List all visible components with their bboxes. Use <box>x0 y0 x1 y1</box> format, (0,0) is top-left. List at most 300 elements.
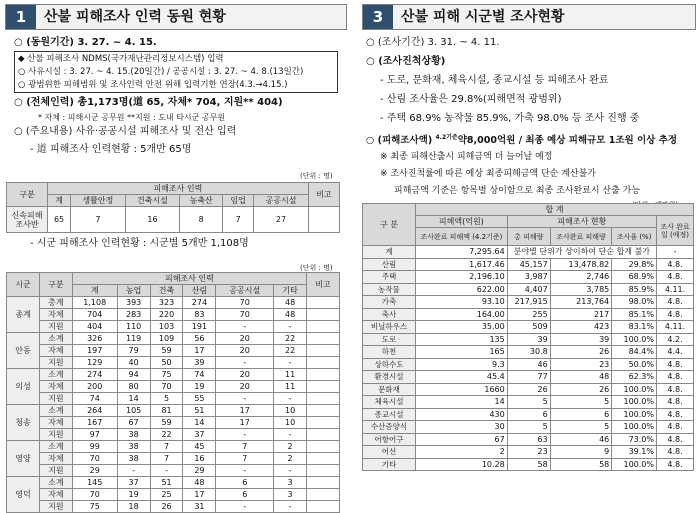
t3-cell: 622.00 <box>416 283 508 296</box>
t2-cell: 48 <box>183 477 216 489</box>
t3-cell: 4.8. <box>657 258 694 271</box>
t3-cell: 9.3 <box>416 358 508 371</box>
t3-cell: 62.3% <box>612 371 657 384</box>
t3-cell: 4.4. <box>657 346 694 359</box>
t2-cell: 19 <box>117 489 150 501</box>
right-section-header <box>362 4 696 30</box>
table-row <box>7 453 340 465</box>
t3-cell: 4.8. <box>657 421 694 434</box>
t2-cell: 6 <box>216 489 274 501</box>
damage-amount-label: ○ (피해조사액) <box>366 135 433 147</box>
t2-cell: 3 <box>274 489 307 501</box>
t3-cell: 100.0% <box>612 408 657 421</box>
t2-cell: 1,108 <box>72 297 117 309</box>
t3-cell: 26 <box>550 383 612 396</box>
t3-cell: 77 <box>507 371 550 384</box>
t3-cell: 35.00 <box>416 321 508 334</box>
t2-cell: 99 <box>72 441 117 453</box>
t2-header-note: 비고 <box>307 273 340 297</box>
table-row <box>7 441 340 453</box>
table-row <box>363 421 694 434</box>
t3-cell: 4.8. <box>657 358 694 371</box>
table-row <box>363 271 694 284</box>
t3-cell: 164.00 <box>416 308 508 321</box>
t2-note-cell <box>307 381 340 393</box>
ndms-info-box <box>14 51 338 93</box>
t2-cell: 40 <box>117 357 150 369</box>
t3-cell: 98.0% <box>612 296 657 309</box>
t2-cell: 7 <box>216 441 274 453</box>
note-2: ※ 조사진척률에 따른 예상 최종피해금액 단순 계산불가 <box>380 169 596 179</box>
table-row <box>7 465 340 477</box>
t1-col: 계 <box>48 195 71 207</box>
table-row <box>363 433 694 446</box>
t3-row-label: 비닐하우스 <box>363 321 416 334</box>
t2-cell: 80 <box>117 381 150 393</box>
table-row <box>7 381 340 393</box>
t2-cell: 200 <box>72 381 117 393</box>
left-section-number: 1 <box>6 5 36 29</box>
t2-cell: 3 <box>274 477 307 489</box>
t2-cell: - <box>274 465 307 477</box>
table-row <box>7 417 340 429</box>
t1-header-note: 비고 <box>308 183 339 207</box>
t2-cell: 48 <box>274 297 307 309</box>
t3-cell: 39 <box>507 333 550 346</box>
t3-cell: 217,915 <box>507 296 550 309</box>
t2-note-cell <box>307 453 340 465</box>
t2-type: 소계 <box>39 441 72 453</box>
t3-cell: 2,196.10 <box>416 271 508 284</box>
t3-cell: 26 <box>550 346 612 359</box>
t3-cell: 100.0% <box>612 383 657 396</box>
t3-cell: 48 <box>550 371 612 384</box>
t2-cell: 10 <box>274 417 307 429</box>
t2-note-cell <box>307 441 340 453</box>
t3-row-label: 상하수도 <box>363 358 416 371</box>
t3-row-label: 수산증양식 <box>363 421 416 434</box>
t2-cell: 18 <box>117 501 150 513</box>
t3-cell: 63 <box>507 433 550 446</box>
t2-note-cell <box>307 309 340 321</box>
t1-row-label: 신속피해조사반 <box>7 207 48 233</box>
table-row <box>7 369 340 381</box>
t2-col: 산림 <box>183 285 216 297</box>
left-section-title: 산불 피해조사 인력 동원 현황 <box>44 9 226 25</box>
table-row <box>7 345 340 357</box>
t2-cell: 94 <box>117 369 150 381</box>
t2-note-cell <box>307 297 340 309</box>
t2-note-cell <box>307 345 340 357</box>
t2-cell: 26 <box>150 501 183 513</box>
progress-line-1: - 도로, 문화재, 체육시설, 종교시설 등 피해조사 완료 <box>380 75 609 86</box>
t2-cell: 5 <box>150 393 183 405</box>
t2-note-cell <box>307 501 340 513</box>
t2-cell: 51 <box>183 405 216 417</box>
t3-cell: 5 <box>550 396 612 409</box>
t3-cell: 26 <box>507 383 550 396</box>
table-row <box>363 408 694 421</box>
t2-cell: 37 <box>117 477 150 489</box>
t2-sigun: 종계 <box>7 297 40 333</box>
t3-row-label: 도로 <box>363 333 416 346</box>
county-personnel-table <box>6 272 340 513</box>
table-row <box>363 358 694 371</box>
t2-type: 소계 <box>39 369 72 381</box>
t2-cell: - <box>150 465 183 477</box>
t2-cell: 25 <box>150 489 183 501</box>
t3-cell: 100.0% <box>612 421 657 434</box>
t3-row-label: 어항어구 <box>363 433 416 446</box>
t2-cell: 10 <box>274 405 307 417</box>
t3-cell: 100.0% <box>612 396 657 409</box>
t2-cell: 109 <box>150 333 183 345</box>
t2-cell: 7 <box>150 453 183 465</box>
t3-cell: 165 <box>416 346 508 359</box>
t3-cell: 430 <box>416 408 508 421</box>
t2-cell: 38 <box>117 453 150 465</box>
t2-cell: 704 <box>72 309 117 321</box>
t2-cell: 70 <box>216 297 274 309</box>
t3-sub: 조사율 (%) <box>612 228 657 246</box>
t3-cell: 509 <box>507 321 550 334</box>
t3-cell: 5 <box>507 396 550 409</box>
t2-col: 기타 <box>274 285 307 297</box>
t2-note-cell <box>307 489 340 501</box>
table1-unit: (단위 : 명) <box>300 172 333 180</box>
t2-cell: 404 <box>72 321 117 333</box>
table-row <box>7 321 340 333</box>
survey-progress: ○ (조사진척상황) <box>366 56 446 67</box>
t2-cell: 14 <box>117 393 150 405</box>
t3-cell: 4.8. <box>657 383 694 396</box>
t2-cell: 17 <box>183 345 216 357</box>
t3-row-label: 기타 <box>363 458 416 471</box>
t2-cell: 31 <box>183 501 216 513</box>
t3-cell: 67 <box>416 433 508 446</box>
t2-cell: 48 <box>274 309 307 321</box>
t3-header-status: 피해조사 현황 <box>507 216 656 228</box>
t3-cell: 45,157 <box>507 258 550 271</box>
t2-cell: 67 <box>117 417 150 429</box>
table-row <box>7 297 340 309</box>
t2-cell: 274 <box>72 369 117 381</box>
table-row <box>363 246 694 259</box>
t2-cell: 74 <box>183 369 216 381</box>
t3-cell: 3,987 <box>507 271 550 284</box>
t3-cell: 46 <box>507 358 550 371</box>
t2-note-cell <box>307 369 340 381</box>
t2-cell: 45 <box>183 441 216 453</box>
t3-cell: 58 <box>550 458 612 471</box>
t2-type: 총계 <box>39 297 72 309</box>
t3-cell: 84.4% <box>612 346 657 359</box>
t2-cell: 59 <box>150 417 183 429</box>
t2-cell: - <box>216 357 274 369</box>
t3-cell: 100.0% <box>612 458 657 471</box>
t3-header-note: 조사 완료일 (예정) <box>657 216 694 246</box>
table-row <box>363 321 694 334</box>
t2-note-cell <box>307 429 340 441</box>
t3-cell: 4.8. <box>657 408 694 421</box>
t2-note-cell <box>307 477 340 489</box>
t3-cell: 4.8. <box>657 371 694 384</box>
t3-row-label: 가축 <box>363 296 416 309</box>
right-section-number: 3 <box>363 5 393 29</box>
t3-cell: 23 <box>550 358 612 371</box>
t2-note-cell <box>307 465 340 477</box>
t3-cell: 100.0% <box>612 333 657 346</box>
t3-cell: 255 <box>507 308 550 321</box>
t3-cell: 7,295.64 <box>416 246 508 259</box>
t2-cell: - <box>274 357 307 369</box>
table-row <box>363 296 694 309</box>
t2-note-cell <box>307 417 340 429</box>
t3-cell: 1,617.46 <box>416 258 508 271</box>
t2-type: 소계 <box>39 477 72 489</box>
total-personnel: ○ (전체인력) 총1,173명(道 65, 자체* 704, 지원** 404) <box>14 97 283 108</box>
t3-cell: 9 <box>550 446 612 459</box>
survey-period: ○ (조사기간) 3. 31. ~ 4. 11. <box>366 37 500 48</box>
province-personnel-table <box>6 182 340 233</box>
t2-cell: 393 <box>117 297 150 309</box>
t2-cell: 74 <box>72 393 117 405</box>
t2-cell: 51 <box>150 477 183 489</box>
t3-cell: 217 <box>550 308 612 321</box>
t3-cell: 45.4 <box>416 371 508 384</box>
t1-col: 공공시설 <box>254 195 309 207</box>
t3-cell: 6 <box>550 408 612 421</box>
damage-amount <box>366 132 677 147</box>
t2-cell: 17 <box>216 405 274 417</box>
t3-header-amount: 피해액(억원) <box>416 216 508 228</box>
t2-cell: 38 <box>117 429 150 441</box>
t2-cell: 29 <box>72 465 117 477</box>
t3-cell: 213,764 <box>550 296 612 309</box>
t3-cell: 4.2. <box>657 333 694 346</box>
t2-cell: 119 <box>117 333 150 345</box>
t3-row-label: 계 <box>363 246 416 259</box>
t3-sub: 조사완료 피해액 (4.2기준) <box>416 228 508 246</box>
t2-cell: - <box>274 393 307 405</box>
t3-cell: 23 <box>507 446 550 459</box>
t3-row-label: 문화재 <box>363 383 416 396</box>
t2-header-main: 피해조사 인력 <box>72 273 306 285</box>
t2-cell: 7 <box>150 441 183 453</box>
t2-cell: 11 <box>274 381 307 393</box>
t2-type: 자체 <box>39 453 72 465</box>
t1-cell: 65 <box>48 207 71 233</box>
t2-col: 건축 <box>150 285 183 297</box>
t3-header-group: 구 분 <box>363 204 416 246</box>
t2-cell: 70 <box>72 489 117 501</box>
t3-cell: - <box>657 246 694 259</box>
t1-cell: 27 <box>254 207 309 233</box>
t2-cell: 20 <box>216 345 274 357</box>
t2-type: 지원 <box>39 501 72 513</box>
table-row <box>7 393 340 405</box>
t2-cell: 55 <box>183 393 216 405</box>
t2-cell: 103 <box>150 321 183 333</box>
t2-cell: 167 <box>72 417 117 429</box>
t2-cell: 19 <box>183 381 216 393</box>
t2-type: 소계 <box>39 333 72 345</box>
t3-cell: 58 <box>507 458 550 471</box>
t2-cell: - <box>216 429 274 441</box>
table-row <box>363 333 694 346</box>
t2-cell: 283 <box>117 309 150 321</box>
t2-cell: 274 <box>183 297 216 309</box>
t3-cell: 4.11. <box>657 321 694 334</box>
t1-col: 건축시설 <box>125 195 180 207</box>
t3-cell: 5 <box>550 421 612 434</box>
box-line-1: ◆ 산불 피해조사 NDMS(국가재난관리정보시스템) 입력 <box>18 54 224 64</box>
t1-cell: 8 <box>180 207 223 233</box>
t3-sub: 조사완료 피해량 <box>550 228 612 246</box>
t2-cell: 37 <box>183 429 216 441</box>
t3-cell: 4.8. <box>657 458 694 471</box>
table-row <box>7 357 340 369</box>
t3-cell: 4.8. <box>657 396 694 409</box>
t3-row-label: 농작물 <box>363 283 416 296</box>
mobilization-period: ○ (동원기간) 3. 27. ~ 4. 15. <box>14 37 157 48</box>
t2-cell: 6 <box>216 477 274 489</box>
left-section-header <box>5 4 347 30</box>
t3-cell: 83.1% <box>612 321 657 334</box>
t2-cell: - <box>216 393 274 405</box>
t2-cell: 16 <box>183 453 216 465</box>
t3-cell: 4.8. <box>657 271 694 284</box>
t2-cell: 220 <box>150 309 183 321</box>
right-section-title: 산불 피해 시군별 조사현황 <box>401 9 565 25</box>
t3-cell: 2 <box>416 446 508 459</box>
t2-cell: 22 <box>150 429 183 441</box>
t2-col: 계 <box>72 285 117 297</box>
t2-cell: 59 <box>150 345 183 357</box>
t2-cell: 11 <box>274 369 307 381</box>
t3-cell: 10.28 <box>416 458 508 471</box>
total-personnel-note: * 자체 : 피해시군 공무원 **지원 : 도내 타시군 공무원 <box>38 113 226 122</box>
damage-survey-table <box>362 203 694 471</box>
t2-cell: - <box>216 321 274 333</box>
t2-sigun: 영양 <box>7 441 40 477</box>
table-row <box>363 308 694 321</box>
t2-note-cell <box>307 321 340 333</box>
t2-sigun: 안동 <box>7 333 40 369</box>
t3-cell: 4.8. <box>657 296 694 309</box>
t2-note-cell <box>307 357 340 369</box>
t3-cell: 4.8. <box>657 433 694 446</box>
box-line-3: ○ 광범위한 피해범위 및 조사인력 안전 위해 입력기한 연장(4.3.→4.15.) <box>18 80 288 90</box>
t2-cell: 75 <box>72 501 117 513</box>
t1-cell: 7 <box>223 207 254 233</box>
table2-unit: (단위 : 명) <box>300 264 333 272</box>
t2-cell: 20 <box>216 369 274 381</box>
t2-cell: - <box>274 501 307 513</box>
t2-cell: 70 <box>72 453 117 465</box>
t3-cell: 39 <box>550 333 612 346</box>
t2-col: 공공시설 <box>216 285 274 297</box>
t3-cell: 4.8. <box>657 308 694 321</box>
table-row <box>363 371 694 384</box>
t3-row-label: 체육시설 <box>363 396 416 409</box>
t2-col: 농업 <box>117 285 150 297</box>
damage-amount-value: 약8,000억원 / 최종 예상 피해규모 1조원 이상 추정 <box>457 135 678 147</box>
t2-cell: 145 <box>72 477 117 489</box>
t3-merged-cell: 분야별 단위가 상이하여 단순 합계 불가 <box>507 246 656 259</box>
t3-cell: 85.1% <box>612 308 657 321</box>
t2-cell: 22 <box>274 333 307 345</box>
t3-cell: 4,407 <box>507 283 550 296</box>
t3-cell: 39.1% <box>612 446 657 459</box>
t3-cell: 1660 <box>416 383 508 396</box>
t2-cell: 191 <box>183 321 216 333</box>
t2-type: 자체 <box>39 345 72 357</box>
t2-cell: 2 <box>274 453 307 465</box>
t2-cell: - <box>274 321 307 333</box>
t2-type: 지원 <box>39 429 72 441</box>
t1-header-group: 구분 <box>7 183 48 207</box>
t3-cell: 30.8 <box>507 346 550 359</box>
t3-cell: 13,478.82 <box>550 258 612 271</box>
t2-cell: 70 <box>216 309 274 321</box>
t1-note-cell <box>308 207 339 233</box>
t3-row-label: 하천 <box>363 346 416 359</box>
t2-cell: 97 <box>72 429 117 441</box>
t2-cell: - <box>216 465 274 477</box>
t2-type: 지원 <box>39 465 72 477</box>
t1-cell: 16 <box>125 207 180 233</box>
t3-cell: 6 <box>507 408 550 421</box>
t3-cell: 14 <box>416 396 508 409</box>
t2-cell: 39 <box>183 357 216 369</box>
t2-type: 자체 <box>39 417 72 429</box>
progress-line-2: - 산림 조사율은 29.8%(피해면적 광범위) <box>380 94 562 105</box>
province-personnel: - 道 피해조사 인력현황 : 5개반 65명 <box>30 144 192 155</box>
t2-cell: 110 <box>117 321 150 333</box>
t3-cell: 46 <box>550 433 612 446</box>
t2-cell: 75 <box>150 369 183 381</box>
t1-header-main: 피해조사 인력 <box>48 183 309 195</box>
t2-type: 자체 <box>39 381 72 393</box>
t3-cell: 50.0% <box>612 358 657 371</box>
t3-sub: 총 피해량 <box>507 228 550 246</box>
t2-cell: 38 <box>117 441 150 453</box>
table-row <box>363 383 694 396</box>
t3-cell: 73.0% <box>612 433 657 446</box>
t3-cell: 93.10 <box>416 296 508 309</box>
t3-cell: 3,785 <box>550 283 612 296</box>
t2-cell: 29 <box>183 465 216 477</box>
t3-row-label: 축사 <box>363 308 416 321</box>
t2-sigun: 영덕 <box>7 477 40 513</box>
table-row <box>363 446 694 459</box>
t2-cell: 17 <box>183 489 216 501</box>
t2-cell: - <box>216 501 274 513</box>
t3-cell: 4.11. <box>657 283 694 296</box>
table-row <box>7 477 340 489</box>
t3-row-label: 환경시설 <box>363 371 416 384</box>
t2-type: 자체 <box>39 489 72 501</box>
t2-cell: 20 <box>216 333 274 345</box>
table-row <box>363 458 694 471</box>
t1-cell: 7 <box>71 207 126 233</box>
t2-cell: - <box>274 429 307 441</box>
t3-row-label: 어선 <box>363 446 416 459</box>
t2-sigun: 의성 <box>7 369 40 405</box>
t1-col: 농축산 <box>180 195 223 207</box>
t2-cell: 83 <box>183 309 216 321</box>
